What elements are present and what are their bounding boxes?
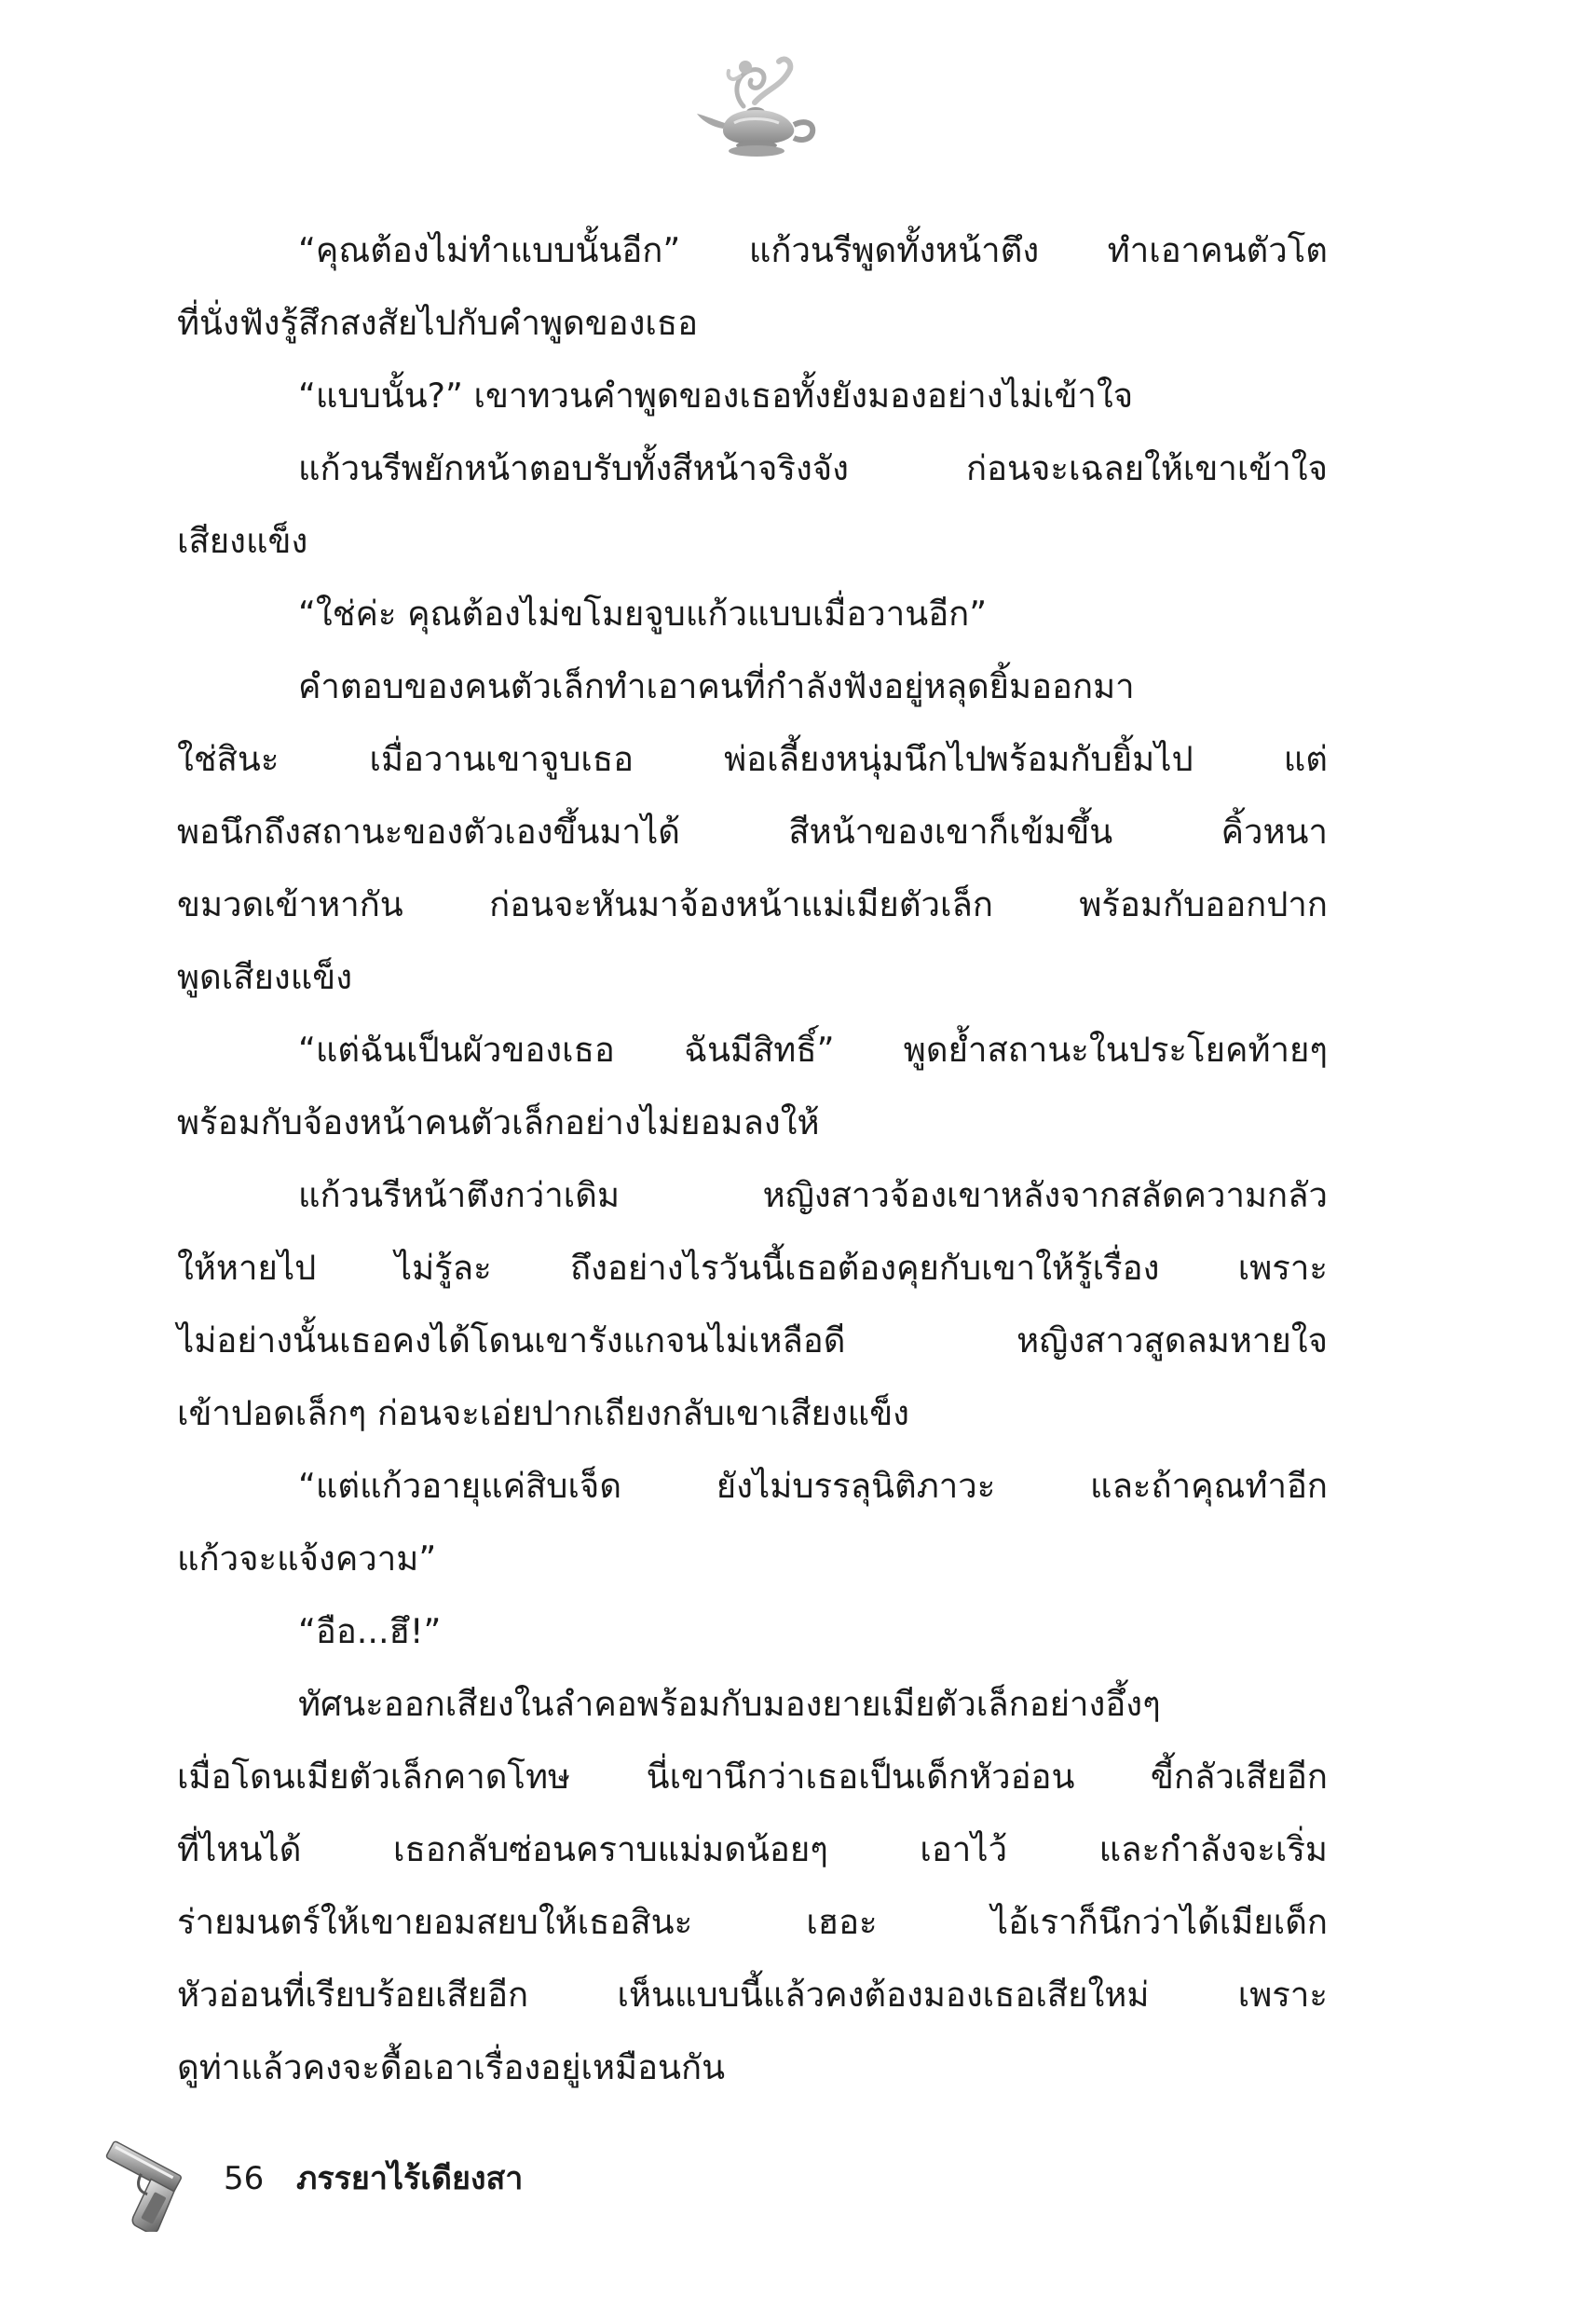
text-line: “แต่ฉันเป็นผัวของเธอ ฉันมีสิทธิ์” พูดย้ำสถานะในประโยคท้ายๆ — [298, 1030, 1328, 1070]
body-text — [177, 210, 1328, 2101]
text-line: พูดเสียงแข็ง — [177, 957, 353, 997]
text-line: ที่นั่งฟังรู้สึกสงสัยไปกับคำพูดของเธอ — [177, 303, 699, 343]
text-line: แก้วนรีพยักหน้าตอบรับทั้งสีหน้าจริงจัง ก่อนจะเฉลยให้เขาเข้าใจ — [298, 448, 1328, 488]
text-line: ไม่อย่างนั้นเธอคงได้โดนเขารังแกจนไม่เหลือดี หญิงสาวสูดลมหายใจ — [177, 1320, 1328, 1361]
text-line: หัวอ่อนที่เรียบร้อยเสียอีก เห็นแบบนี้แล้วคงต้องมองเธอเสียใหม่ เพราะ — [177, 1975, 1328, 2015]
text-line: “ใช่ค่ะ คุณต้องไม่ขโมยจูบแก้วแบบเมื่อวานอีก” — [298, 594, 988, 634]
text-line: “คุณต้องไม่ทำแบบนั้นอีก” แก้วนรีพูดทั้งหน้าตึง ทำเอาคนตัวโต — [298, 230, 1328, 270]
text-line: ร่ายมนตร์ให้เขายอมสยบให้เธอสินะ เฮอะ ไอ้เราก็นึกว่าได้เมียเด็ก — [177, 1902, 1328, 1942]
text-line: “อือ...ฮึ!” — [298, 1611, 442, 1651]
text-line: ให้หายไป ไม่รู้ละ ถึงอย่างไรวันนี้เธอต้องคุยกับเขาให้รู้เรื่อง เพราะ — [177, 1248, 1328, 1288]
page-footer — [93, 2129, 652, 2232]
book-title: ภรรยาไร้เดียงสา — [296, 2160, 524, 2197]
text-line: ขมวดเข้าหากัน ก่อนจะหันมาจ้องหน้าแม่เมียตัวเล็ก พร้อมกับออกปาก — [177, 884, 1328, 924]
text-line: เสียงแข็ง — [177, 521, 308, 561]
text-line: คำตอบของคนตัวเล็กทำเอาคนที่กำลังฟังอยู่หลุดยิ้มออกมา — [298, 666, 1135, 706]
text-line: ที่ไหนได้ เธอกลับซ่อนคราบแม่มดน้อยๆ เอาไว้ และกำลังจะเริ่ม — [177, 1829, 1328, 1869]
pistol-icon — [93, 2129, 186, 2232]
text-line: แก้วนรีหน้าตึงกว่าเดิม หญิงสาวจ้องเขาหลังจากสลัดความกลัว — [298, 1175, 1328, 1215]
text-line: “แต่แก้วอายุแค่สิบเจ็ด ยังไม่บรรลุนิติภาวะ และถ้าคุณทำอีก — [298, 1466, 1328, 1506]
page-number: 56 — [224, 2160, 265, 2197]
text-line: เมื่อโดนเมียตัวเล็กคาดโทษ นี่เขานึกว่าเธอเป็นเด็กหัวอ่อน ขี้กลัวเสียอีก — [177, 1757, 1328, 1797]
text-line: ดูท่าแล้วคงจะดื้อเอาเรื่องอยู่เหมือนกัน — [177, 2047, 726, 2087]
text-line: “แบบนั้น?” เขาทวนคำพูดของเธอทั้งยังมองอย่างไม่เข้าใจ — [298, 376, 1134, 416]
text-line: ใช่สินะ เมื่อวานเขาจูบเธอ พ่อเลี้ยงหนุ่มนึกไปพร้อมกับยิ้มไป แต่ — [177, 739, 1328, 779]
text-line: พร้อมกับจ้องหน้าคนตัวเล็กอย่างไม่ยอมลงให้ — [177, 1102, 820, 1142]
text-line: ทัศนะออกเสียงในลำคอพร้อมกับมองยายเมียตัวเล็กอย่างอึ้งๆ — [298, 1684, 1161, 1724]
text-line: เข้าปอดเล็กๆ ก่อนจะเอ่ยปากเถียงกลับเขาเสียงแข็ง — [177, 1393, 909, 1433]
magic-lamp-icon — [686, 48, 825, 170]
text-line: พอนึกถึงสถานะของตัวเองขึ้นมาได้ สีหน้าของเขาก็เข้มขึ้น คิ้วหนา — [177, 812, 1328, 852]
text-line: แก้วจะแจ้งความ” — [177, 1538, 437, 1579]
